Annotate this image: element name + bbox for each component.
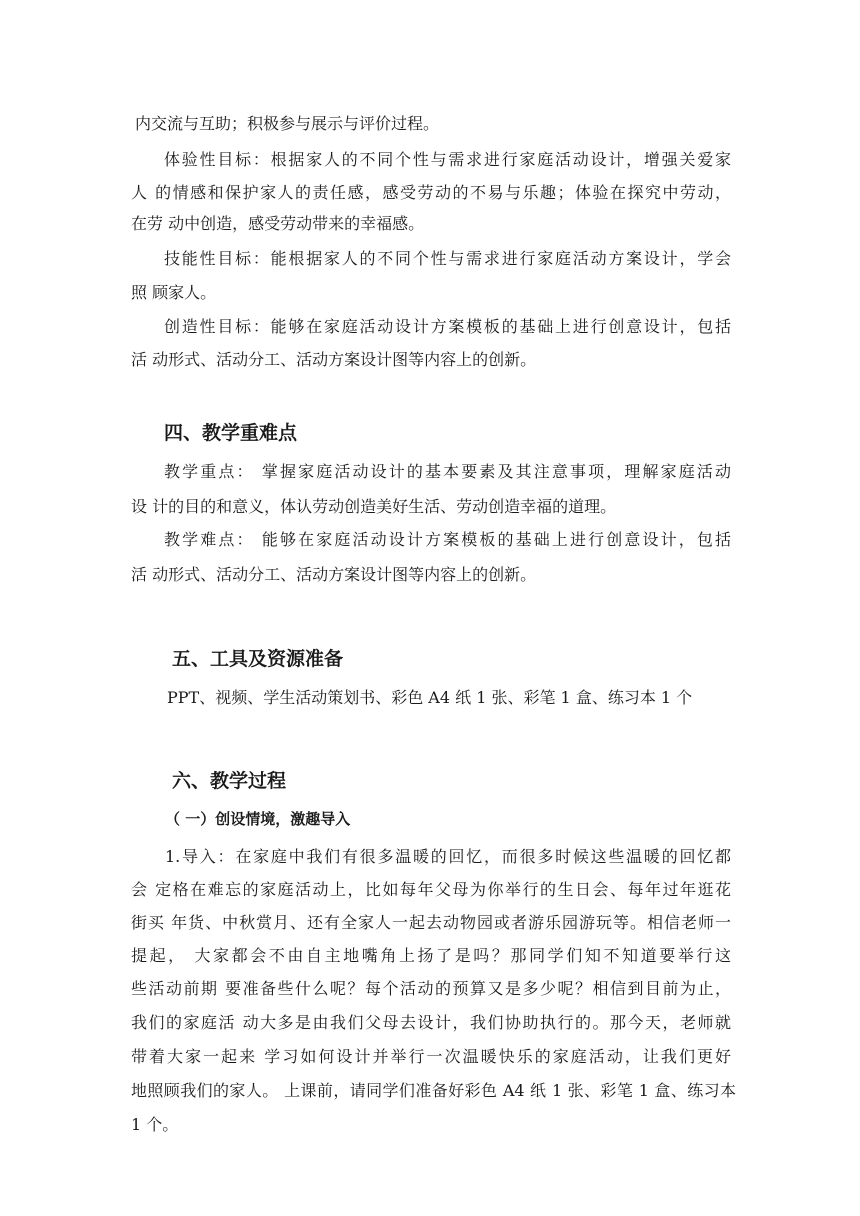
paragraph-line: 教学难点： 能够在家庭活动设计方案模板的基础上进行创意设计，包括 (164, 530, 731, 549)
paragraph-line: 照 顾家人。 (131, 283, 217, 302)
paragraph-line: 内交流与互助；积极参与展示与评价过程。 (135, 114, 440, 133)
paragraph-line: 街买 年货、中秋赏月、还有全家人一起去动物园或者游乐园游玩等。相信老师一 (131, 913, 731, 932)
paragraph-line: 体验性目标：根据家人的不同个性与需求进行家庭活动设计，增强关爱家 (164, 150, 731, 169)
paragraph-line: 地照顾我们的家人。 上课前，请同学们准备好彩色 A4 纸 1 张、彩笔 1 盒、练习本 (131, 1081, 736, 1100)
paragraph-line: PPT、视频、学生活动策划书、彩色 A4 纸 1 张、彩笔 1 盒、练习本 1 个 (167, 688, 693, 707)
paragraph-line: 会 定格在难忘的家庭活动上，比如每年父母为你举行的生日会、每年过年逛花 (131, 880, 731, 899)
paragraph-line: 活 动形式、活动分工、活动方案设计图等内容上的创新。 (131, 565, 537, 584)
paragraph-line: 在劳 动中创造，感受劳动带来的幸福感。 (131, 214, 425, 233)
paragraph-line: 人 的情感和保护家人的责任感，感受劳动的不易与乐趣；体验在探究中劳动， (131, 183, 731, 202)
section-heading-five: 五、工具及资源准备 (172, 648, 344, 670)
paragraph-line: 带着大家一起来 学习如何设计并举行一次温暖快乐的家庭活动，让我们更好 (131, 1047, 731, 1066)
subsection-heading: （ 一）创设情境，激趣导入 (165, 810, 351, 828)
paragraph-line: 技能性目标：能根据家人的不同个性与需求进行家庭活动方案设计，学会 (164, 249, 731, 268)
paragraph-line: 活 动形式、活动分工、活动方案设计图等内容上的创新。 (131, 350, 537, 369)
paragraph-line: 我们的家庭活 动大多是由我们父母去设计，我们协助执行的。那今天，老师就 (131, 1013, 731, 1032)
paragraph-line: 1.导入：在家庭中我们有很多温暖的回忆，而很多时候这些温暖的回忆都 (165, 847, 731, 866)
paragraph-line: 创造性目标：能够在家庭活动设计方案模板的基础上进行创意设计，包括 (164, 317, 731, 336)
paragraph-line: 些活动前期 要准备些什么呢？每个活动的预算又是多少呢？相信到目前为止， (131, 979, 731, 998)
paragraph-line: 教学重点： 掌握家庭活动设计的基本要素及其注意事项，理解家庭活动 (164, 462, 731, 481)
section-heading-four: 四、教学重难点 (164, 422, 298, 444)
paragraph-line: 设 计的目的和意义，体认劳动创造美好生活、劳动创造幸福的道理。 (131, 497, 617, 516)
paragraph-line: 提起， 大家都会不由自主地嘴角上扬了是吗？那同学们知不知道要举行这 (131, 946, 731, 965)
section-heading-six: 六、教学过程 (172, 770, 287, 792)
paragraph-line: 1 个。 (131, 1115, 179, 1134)
